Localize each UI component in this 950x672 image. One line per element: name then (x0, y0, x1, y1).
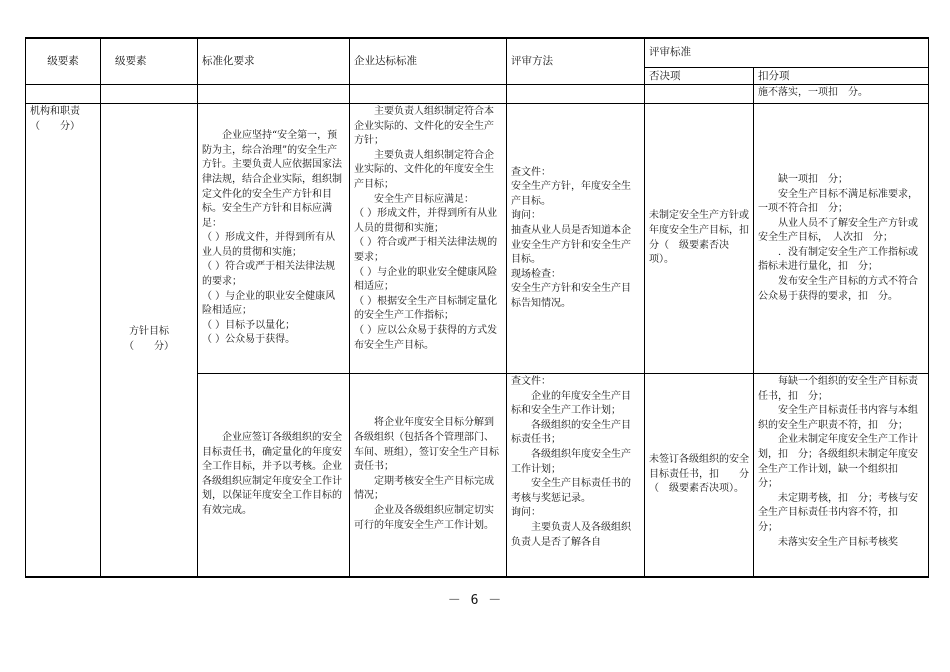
standard-text: 定期考核安全生产目标完成情况； (354, 475, 494, 502)
method-text: 询问： (511, 507, 541, 519)
requirement-text: （ ）形成文件，并得到所有从业人员的贯彻和实施； (202, 232, 336, 258)
review-method-cell (507, 104, 645, 374)
table-row (26, 85, 929, 104)
standard-text: 企业及各级组织应制定切实可行的年度安全生产工作计划。 (354, 505, 494, 531)
deduction-text: 从业人员不了解安全生产方针或安全生产目标， 人次扣 分； (758, 217, 918, 244)
deduction-text: 缺一项扣 分； (778, 173, 848, 185)
veto-item-cell: 未制定安全生产方针或年度安全生产目标，扣 分（ 级要素否决项）。 (645, 104, 754, 374)
method-text: 各级组织年度安全生产工作计划； (511, 449, 631, 475)
header-review-criteria: 评审标准 (645, 38, 929, 67)
requirement-cell (198, 374, 350, 577)
method-text: 抽查从业人员是否知道本企业安全生产方针和安全生产目标。 (511, 225, 631, 266)
standard-text: （ ）与企业的职业安全健康风险相适应； (354, 266, 498, 293)
standard-text: （ ）根据安全生产目标制定量化的安全生产工作指标； (354, 295, 498, 322)
carry-over-deduction: 施不落实，一项扣 分。 (754, 85, 929, 104)
standard-text: 将企业年度安全目标分解到各级组织（包括各个管理部门、车间、班组），签订安全生产目标责任书； (354, 417, 499, 473)
deduction-text: 未落实安全生产目标考核奖 (778, 536, 898, 548)
requirement-text: （ ）公众易于获得。 (202, 334, 296, 346)
veto-item-cell: 未签订各级组织的安全目标责任书，扣 分（ 级要素否决项）。 (645, 374, 754, 577)
deduction-item-cell (754, 374, 929, 577)
requirement-text: （ ）与企业的职业安全健康风险相适应； (202, 290, 336, 317)
requirement-cell (198, 104, 350, 374)
enterprise-standard-cell (350, 374, 507, 577)
method-text: 查文件： (511, 166, 551, 178)
deduction-text: ．没有制定安全生产工作指标或指标未进行量化，扣 分； (758, 246, 918, 273)
standard-text: （ ）符合或严于相关法律法规的要求； (354, 237, 498, 264)
header-enterprise-standard: 企业达标标准 (350, 38, 507, 85)
deduction-text: 未定期考核，扣 分；考核与安全生产目标责任书内容不符，扣 分； (758, 492, 918, 534)
method-text: 安全生产目标责任书的考核与奖惩记录。 (511, 478, 631, 504)
standard-text: 主要负责人组织制定符合本企业实际的、文件化的安全生产方针； (354, 106, 494, 147)
method-text: 查文件： (511, 376, 551, 388)
deduction-item-cell (754, 104, 929, 374)
method-text: 主要负责人及各级组织负责人是否了解各自 (511, 522, 631, 548)
method-text: 询问： (511, 210, 541, 222)
requirement-text: 企业应签订各级组织的安全目标责任书，确定量化的年度安全工作目标，并予以考核。企业各级组织应制定年度安全工作计划，以保证年度安全工作目标的有效完成。 (202, 432, 342, 517)
enterprise-standard-cell (350, 104, 507, 374)
deduction-text: 企业未制定年度安全生产工作计划，扣 分；各级组织未制定年度安全生产工作计划，缺一个组织扣 分； (758, 434, 918, 490)
review-method-cell (507, 374, 645, 577)
deduction-text: 发布安全生产目标的方式不符合公众易于获得的要求，扣 分。 (758, 276, 918, 302)
header-deduction-item: 扣分项 (754, 67, 929, 85)
header-standard-requirement: 标准化要求 (198, 38, 350, 85)
deduction-text: 安全生产目标不满足标准要求，一项不符合扣 分； (758, 188, 918, 215)
method-text: 各级组织的安全生产目标责任书； (511, 419, 631, 446)
table-row (26, 104, 929, 374)
requirement-text: （ ）目标予以量化； (202, 319, 296, 331)
standard-text: （ ）应以公众易于获得的方式发布安全生产目标。 (354, 325, 498, 351)
deduction-text: 安全生产目标责任书内容与本组织的安全生产职责不符，扣 分； (758, 405, 918, 431)
level2-element-cell: 方针目标 （ 分） (101, 104, 198, 577)
header-level1-element: 级要素 (26, 38, 101, 85)
header-level2-element: 级要素 (101, 38, 198, 85)
method-text: 安全生产方针，年度安全生产目标。 (511, 181, 631, 207)
requirement-text: 企业应坚持“安全第一，预防为主，综合治理”的安全生产方针。主要负责人应依据国家法律法规，结合企业实际，组织制定文件化的安全生产方针和目标。安全生产方针和目标应满足： (202, 130, 342, 229)
standard-text: 主要负责人组织制定符合企业实际的、文件化的年度安全生产目标； (354, 149, 494, 191)
header-veto-item: 否决项 (645, 67, 754, 85)
standard-text: 安全生产目标应满足： (374, 193, 474, 205)
deduction-text: 每缺一个组织的安全生产目标责任书，扣 分； (758, 376, 918, 402)
header-review-method: 评审方法 (507, 38, 645, 85)
method-text: 企业的年度安全生产目标和安全生产工作计划； (511, 390, 631, 417)
requirement-text: （ ）符合或严于相关法律法规的要求； (202, 261, 336, 288)
standards-table (25, 37, 929, 578)
method-text: 安全生产方针和安全生产目标告知情况。 (511, 283, 631, 309)
page-number: － 6 － (447, 593, 503, 608)
level1-element-cell: 机构和职责 （ 分） (26, 104, 101, 577)
standard-text: （ ）形成文件，并得到所有从业人员的贯彻和实施； (354, 208, 498, 234)
method-text: 现场检查： (511, 268, 561, 280)
